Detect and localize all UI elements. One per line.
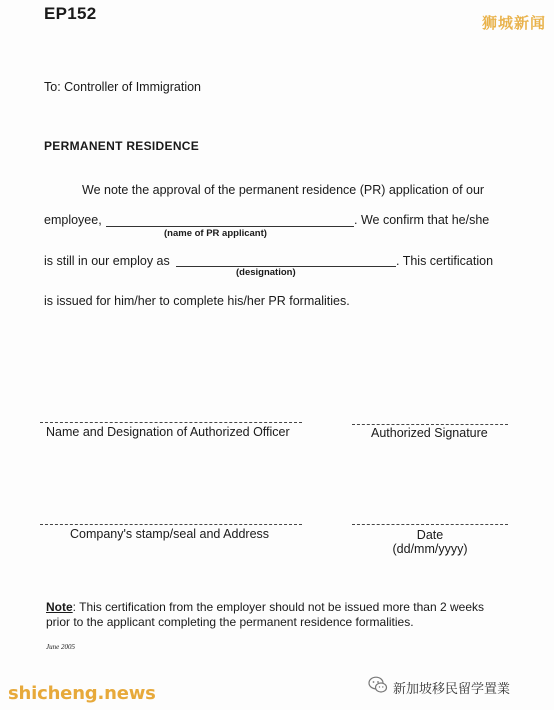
revision-date: June 2005	[46, 643, 75, 651]
authorized-signature-label: Authorized Signature	[371, 426, 488, 440]
paragraph-line-2-start: employee,	[44, 213, 102, 227]
date-line[interactable]	[352, 524, 508, 525]
watermark-bottom: shicheng.news	[8, 683, 156, 704]
note	[46, 600, 506, 630]
form-code: EP152	[44, 4, 97, 23]
paragraph-line-3-end: . This certification	[396, 254, 494, 268]
to-line: To: Controller of Immigration	[44, 80, 202, 94]
designation-hint: (designation)	[236, 267, 296, 278]
stamp-line[interactable]	[40, 524, 302, 525]
section-heading: PERMANENT RESIDENCE	[44, 139, 200, 153]
paragraph-line-1: We note the approval of the permanent residence (PR) application of our	[82, 183, 485, 197]
stamp-label: Company's stamp/seal and Address	[70, 527, 270, 541]
watermark-top: 狮城新闻	[481, 15, 546, 32]
applicant-name-hint: (name of PR applicant)	[164, 228, 267, 239]
paragraph-line-4: is issued for him/her to complete his/her PR formalities.	[44, 294, 350, 308]
paragraph-line-3-start: is still in our employ as	[44, 254, 170, 268]
date-label: Date	[416, 528, 444, 542]
wechat-logo-icon	[368, 675, 388, 695]
wechat-account-name: 新加坡移民留学置業	[393, 681, 511, 696]
officer-signature-line[interactable]	[40, 422, 302, 423]
paragraph-line-2-end: . We confirm that he/she	[354, 213, 490, 227]
authorized-signature-line[interactable]	[352, 424, 508, 425]
applicant-name-blank[interactable]	[106, 226, 354, 227]
note-text: : This certification from the employer should not be issued more than 2 weeks prior to the applicant completing the permanent residence formalities.	[46, 600, 484, 629]
officer-label: Name and Designation of Authorized Officer	[46, 425, 290, 439]
note-label: Note	[46, 600, 73, 614]
date-format-label: (dd/mm/yyyy)	[392, 542, 468, 556]
